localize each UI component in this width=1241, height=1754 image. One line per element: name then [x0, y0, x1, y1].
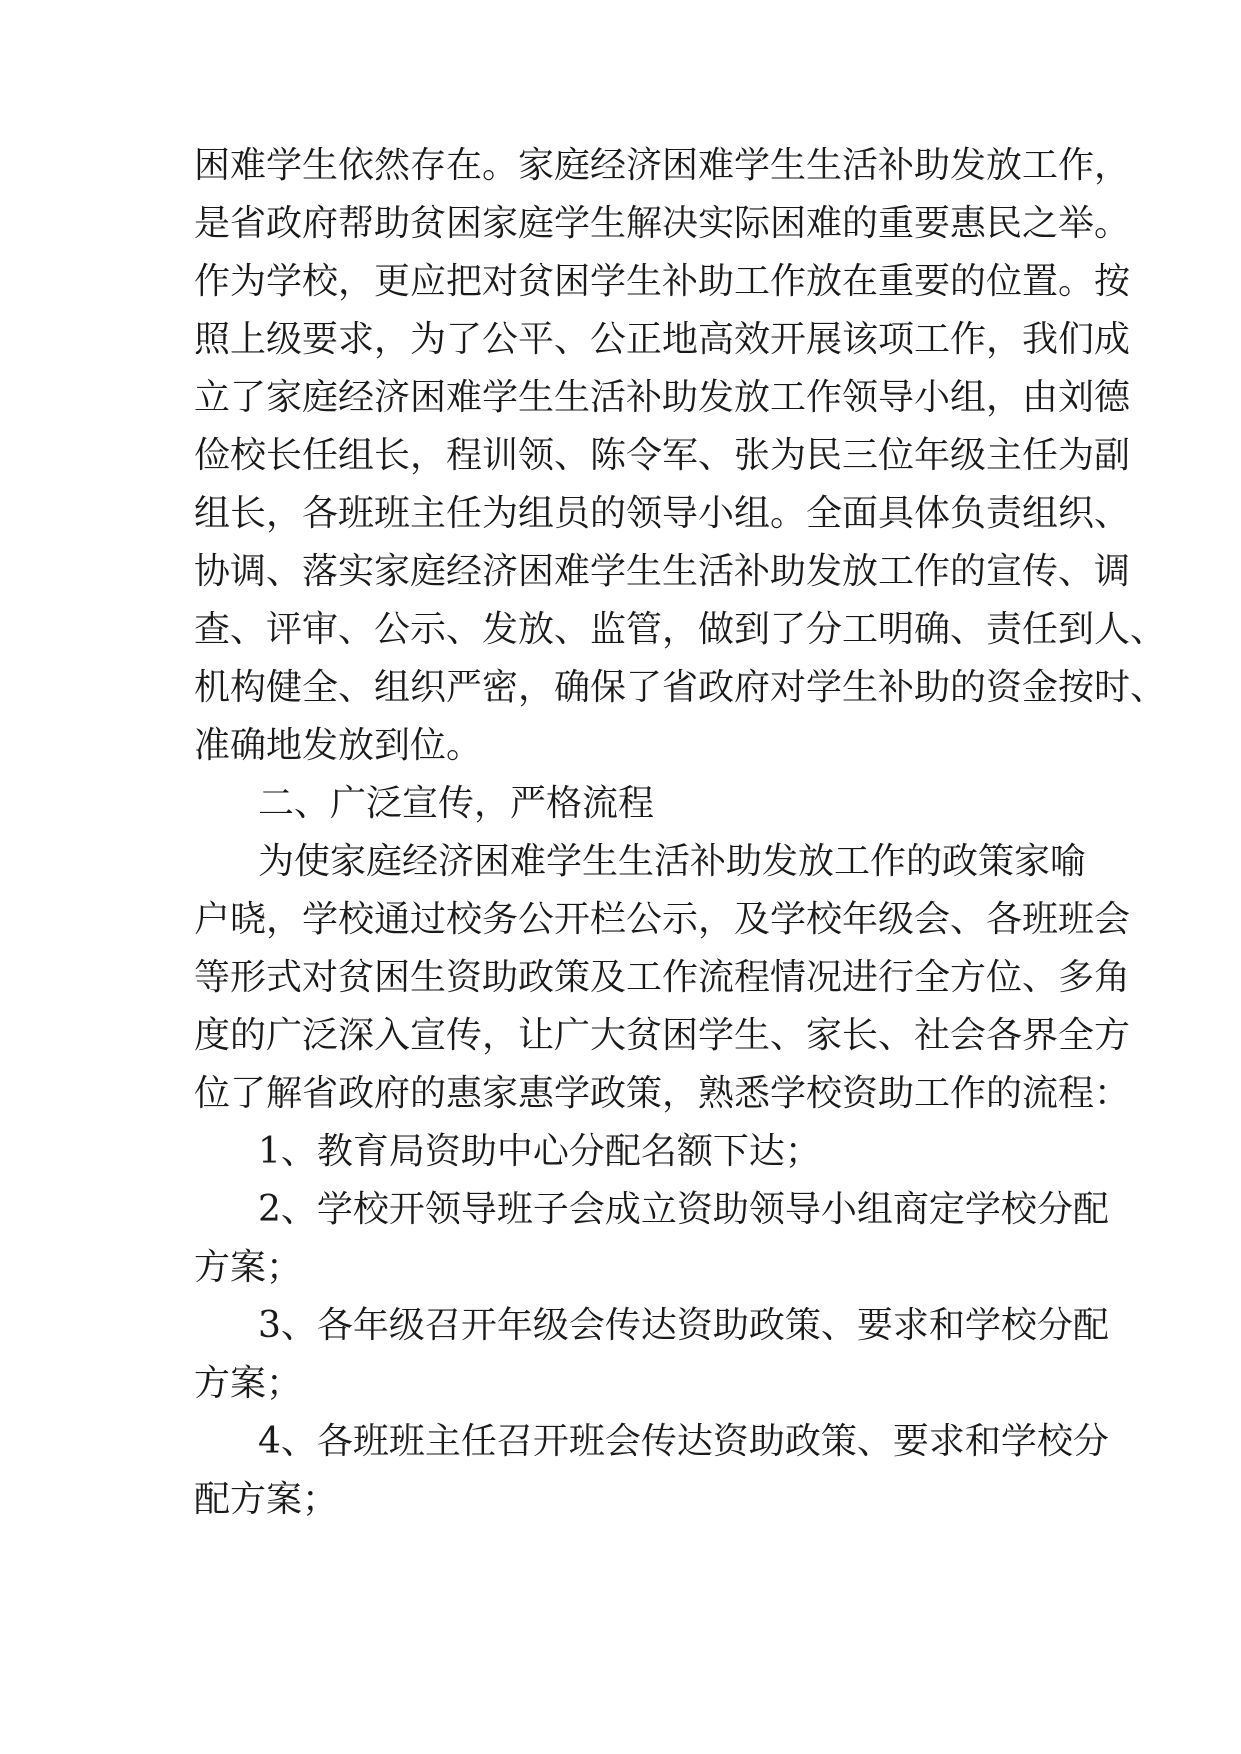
paragraph-line: 立了家庭经济困难学生生活补助发放工作领导小组，由刘德: [194, 377, 1131, 418]
list-item-continuation: 方案；: [194, 1363, 303, 1404]
paragraph-line: 照上级要求，为了公平、公正地高效开展该项工作，我们成: [194, 319, 1131, 360]
paragraph-line: 度的广泛深入宣传，让广大贫困学生、家长、社会各界全方: [194, 1015, 1131, 1056]
paragraph-line: 俭校长任组长，程训领、陈令军、张为民三位年级主任为副: [194, 435, 1131, 476]
paragraph-line: 位了解省政府的惠家惠学政策，熟悉学校资助工作的流程：: [194, 1073, 1131, 1114]
list-item: 2、学校开领导班子会成立资助领导小组商定学校分配: [258, 1189, 1109, 1230]
paragraph-line: 准确地发放到位。: [194, 725, 483, 766]
paragraph-line: 组长，各班班主任为组员的领导小组。全面具体负责组织、: [194, 493, 1131, 534]
paragraph-line: 户晓，学校通过校务公开栏公示，及学校年级会、各班班会: [194, 899, 1131, 940]
list-item: 3、各年级召开年级会传达资助政策、要求和学校分配: [258, 1305, 1109, 1346]
list-item-continuation: 配方案；: [194, 1479, 339, 1520]
paragraph-line: 作为学校，更应把对贫困学生补助工作放在重要的位置。按: [194, 261, 1131, 302]
paragraph-line: 查、评审、公示、发放、监管，做到了分工明确、责任到人、: [194, 609, 1167, 650]
paragraph-line: 协调、落实家庭经济困难学生生活补助发放工作的宣传、调: [194, 551, 1131, 592]
paragraph-line: 是省政府帮助贫困家庭学生解决实际困难的重要惠民之举。: [194, 203, 1131, 244]
paragraph-line: 等形式对贫困生资助政策及工作流程情况进行全方位、多角: [194, 957, 1131, 998]
list-item: 4、各班班主任召开班会传达资助政策、要求和学校分: [258, 1421, 1109, 1462]
list-item-continuation: 方案；: [194, 1247, 303, 1288]
list-item: 1、教育局资助中心分配名额下达；: [258, 1131, 821, 1172]
paragraph-line: 机构健全、组织严密，确保了省政府对学生补助的资金按时、: [194, 667, 1167, 708]
paragraph-line: 为使家庭经济困难学生生活补助发放工作的政策家喻: [258, 841, 1087, 882]
paragraph-line: 困难学生依然存在。家庭经济困难学生生活补助发放工作，: [194, 145, 1131, 186]
section-heading: 二、广泛宣传，严格流程: [258, 783, 655, 824]
